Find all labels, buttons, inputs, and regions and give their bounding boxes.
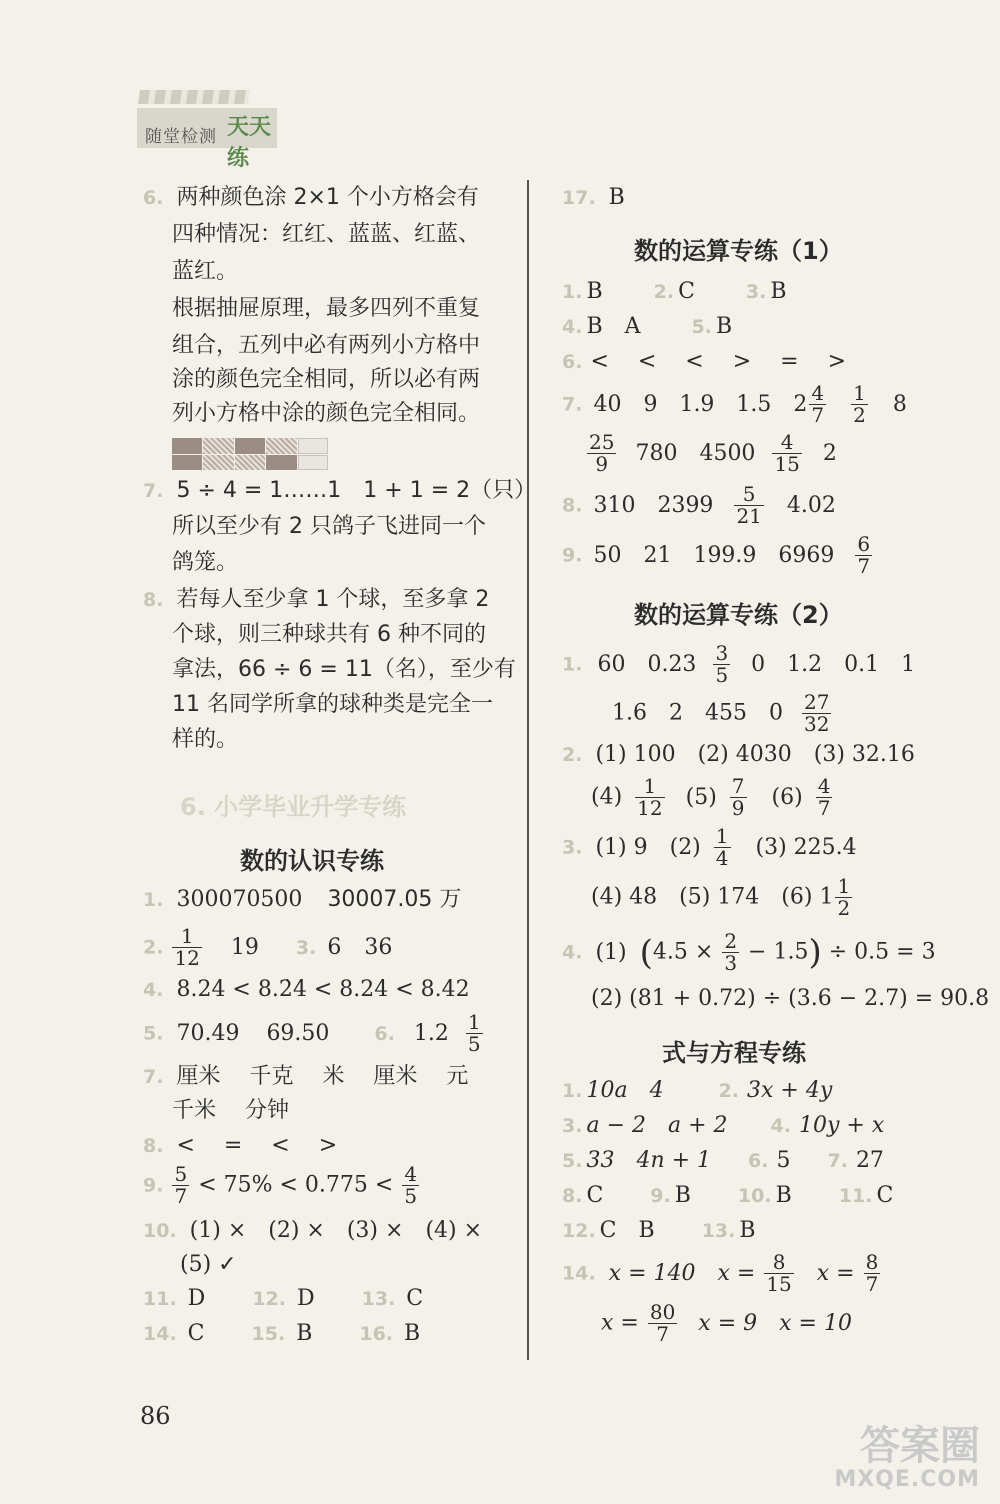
- l-row-10: 10. (1) × (2) × (3) × (4) ×: [143, 1218, 483, 1243]
- q6-line-5: 组合，五列中必有两列小方格中: [172, 333, 481, 358]
- eq-row-3: 3. a − 2 a + 2 4. 10y + x: [562, 1113, 885, 1138]
- q8-line-5: 样的。: [172, 727, 239, 752]
- op1-row-9: 9. 50 21 199.9 6969 $\frac{6}{7}$: [562, 532, 871, 578]
- subsection-title-operations-2: 数的运算专练（2）: [634, 601, 843, 629]
- r-row-17: 17. B: [562, 185, 625, 210]
- op2-row-3: 3. (1) 9 (2) $\frac{1}{4}$ (3) 225.4: [562, 824, 857, 870]
- q8-line-3: 拿法，66 ÷ 6 = 11（名），至少有: [172, 657, 516, 682]
- watermark-top-text: 答案圈: [860, 1423, 980, 1469]
- l-row-10-cont: (5) ✓: [180, 1252, 237, 1277]
- q8-line-4: 11 名同学所拿的球种类是完全一: [172, 692, 493, 717]
- logo-accent: 天天练: [227, 115, 272, 171]
- subsection-title-number-recognition: 数的认识专练: [240, 847, 384, 875]
- eq-row-1: 1. 10a 4 2. 3x + 4y: [562, 1078, 833, 1103]
- q7-line-3: 鸽笼。: [172, 550, 239, 575]
- op2-row-1: 1. 60 0.23 $\frac{3}{5}$ 0 1.2 0.1 1: [562, 641, 916, 687]
- color-grid-figure: [172, 438, 328, 470]
- q6-line-3: 蓝红。: [172, 259, 239, 284]
- watermark-bottom-text: MXQE.COM: [834, 1467, 980, 1492]
- q6-line-6: 涂的颜色完全相同，所以必有两: [172, 367, 481, 392]
- page-number: 86: [140, 1402, 171, 1430]
- watermark-logo: [814, 1414, 984, 1494]
- l-row-7: 7. 厘米 千克 米 厘米 元: [143, 1064, 469, 1089]
- l-row-7-cont: 千米 分钟: [172, 1098, 289, 1123]
- op1-row-6: 6. < < < > = >: [562, 349, 847, 374]
- subsection-title-expressions-equations: 式与方程专练: [662, 1039, 806, 1067]
- l-row-11: 11. D 12. D 13. C: [143, 1286, 424, 1311]
- l-row-2: 2. $\frac{1}{12}$ 19 3. 6 36: [143, 924, 393, 970]
- q6-line-2: 四种情况：红红、蓝蓝、红蓝、: [172, 222, 481, 247]
- eq-row-8: 8. C 9. B 10. B 11. C: [562, 1183, 894, 1208]
- q7-line-2: 所以至少有 2 只鸽子飞进同一个: [172, 514, 486, 539]
- l-row-9: 9. $\frac{5}{7}$ < 75% < 0.775 < $\frac{4}{5}$: [143, 1162, 418, 1208]
- l-row-4: 4. 8.24 < 8.2̇4̇ < 8.24̇ < 8.42: [143, 977, 470, 1002]
- eq-row-14-cont: x = $\frac{80}{7}$ x = 9 x = 10: [601, 1300, 852, 1346]
- l-row-1: 1. 300070500 30007.05 万: [143, 887, 462, 912]
- op2-row-4-cont: (2) (81 + 0.72) ÷ (3.6 − 2.7) = 90.8: [591, 986, 990, 1011]
- q6-line-1: 6. 两种颜色涂 2×1 个小方格会有: [143, 185, 479, 210]
- op2-row-2-cont: (4) $\frac{1}{12}$ (5) $\frac{7}{9}$ (6) $\frac{4}{7}$: [591, 774, 831, 820]
- section-title: 6. 小学毕业升学专练: [180, 793, 407, 821]
- q7-line-1: 7. 5 ÷ 4 = 1……1 1 + 1 = 2（只）: [143, 478, 537, 503]
- column-divider: [527, 180, 529, 1360]
- subsection-title-operations-1: 数的运算专练（1）: [634, 237, 843, 265]
- q6-line-4: 根据抽屉原理，最多四列不重复: [172, 296, 481, 321]
- l-row-8: 8. < = < >: [143, 1133, 338, 1158]
- op2-row-3-cont: (4) 48 (5) 174 (6) 1 $\frac{1}{2}$: [591, 874, 851, 920]
- eq-row-12: 12. C B 13. B: [562, 1218, 756, 1243]
- q6-line-7: 列小方格中涂的颜色完全相同。: [172, 401, 481, 426]
- logo-text: 随堂检测: [145, 127, 217, 147]
- eq-row-5: 5. 33 4n + 1 6. 5 7. 27: [562, 1148, 884, 1173]
- film-strip-decoration: [138, 90, 250, 104]
- book-logo: [137, 88, 287, 171]
- op2-row-1-cont: 1.6 2 455 0 $\frac{27}{32}$: [612, 690, 830, 736]
- eq-row-14: 14. x = 140 x = $\frac{8}{15}$ x = $\frac{8}{7}$: [562, 1250, 879, 1296]
- op1-row-4: 4. B A 5. B: [562, 314, 733, 339]
- op1-row-8: 8. 310 2399 $\frac{5}{21}$ 4.02: [562, 482, 836, 528]
- op1-row-1: 1. B 2. C 3. B: [562, 279, 787, 304]
- l-row-14: 14. C 15. B 16. B: [143, 1321, 421, 1346]
- op1-row-7-cont: $\frac{25}{9}$ 780 4500 $\frac{4}{15}$ 2: [589, 430, 837, 476]
- op2-row-4: 4. (1) (4.5 × $\frac{2}{3}$ − 1.5) ÷ 0.5 = 3: [562, 929, 936, 975]
- l-row-5: 5. 70.49 69.50 6. 1.2 $\frac{1}{5}$: [143, 1010, 481, 1056]
- q8-line-1: 8. 若每人至少拿 1 个球，至多拿 2: [143, 587, 490, 612]
- op1-row-7: 7. 40 9 1.9 1.5 2 $\frac{4}{7}$ $\frac{1}{2}$ 8: [562, 381, 907, 427]
- q8-line-2: 个球，则三种球共有 6 种不同的: [172, 622, 486, 647]
- op2-row-2: 2. (1) 100 (2) 4030 (3) 32.16: [562, 742, 915, 767]
